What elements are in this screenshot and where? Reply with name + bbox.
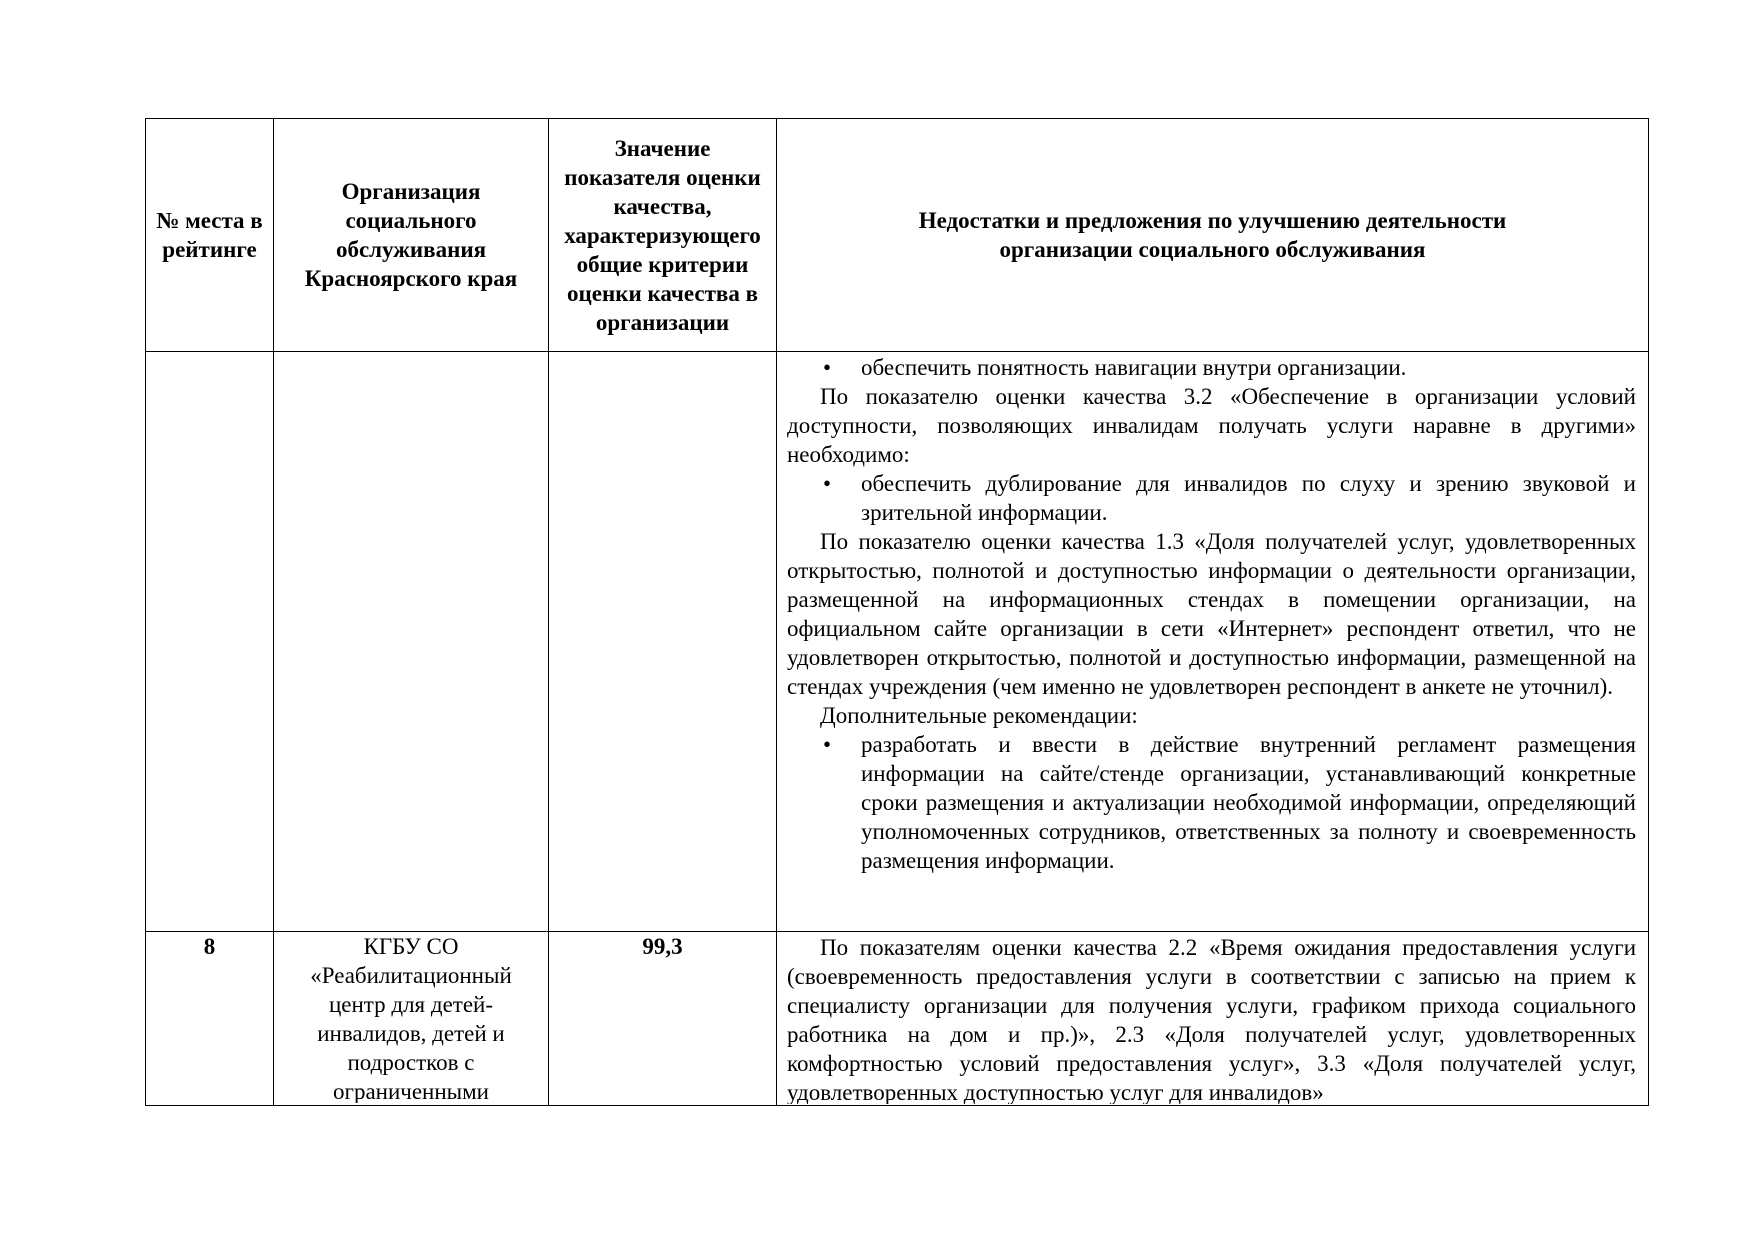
bullet-icon: • [822,732,832,757]
rank-cell: 8 [146,932,274,1106]
rating-table [145,118,1649,1106]
rank-cell [146,352,274,932]
header-rank: № места в рейтинге [146,119,274,352]
score-cell: 99,3 [549,932,777,1106]
paragraph: По показателям оценки качества 2.2 «Время ожидания предоставления услуги (своевременность предоставления услуги в соответствии с записью на прием к специалисту организации для получения услуги, графиком прихода социального работника на дом и пр.)», 2.3 «Доля получателей услуг, удовлетворенных комфортностью условий предоставления услуг», 3.3 «Доля получателей услуг, удовлетворенных доступностью услуг для инвалидов» [787,935,1636,1104]
bullet-icon: • [822,471,832,496]
header-recommendations: Недостатки и предложения по улучшению деятельности организации социального обслуживания [777,119,1649,352]
table-row [146,352,1649,932]
header-organization: Организация социального обслуживания Красноярского края [274,119,549,352]
recommendations-cell [777,352,1649,932]
list-item: • разработать и ввести в действие внутренний регламент размещения информации на сайте/стенде организации, устанавливающий конкретные сроки размещения и актуализации необходимой информации, определяющий уполномоченных сотрудников, ответственных за полноту и своевременность размещения информации. [787,730,1636,875]
paragraph: Дополнительные рекомендации: [820,703,1138,728]
header-score: Значение показателя оценки качества, характеризующего общие критерии оценки качества в организации [549,119,777,352]
organization-cell [274,352,549,932]
header-row [146,119,1649,352]
recommendations-cell [777,932,1649,1106]
list-item: • обеспечить дублирование для инвалидов по слуху и зрению звуковой и зрительной информации. [787,469,1636,527]
bullet-icon: • [822,355,832,380]
score-cell [549,352,777,932]
paragraph: По показателю оценки качества 3.2 «Обеспечение в организации условий доступности, позволяющих инвалидам получать услуги наравне в другими» необходимо: [787,384,1636,467]
table-row [146,932,1649,1106]
paragraph: По показателю оценки качества 1.3 «Доля получателей услуг, удовлетворенных открытостью, полнотой и доступностью информации о деятельности организации, размещенной на информационных стендах в помещении организации, на официальном сайте организации в сети «Интернет» респондент ответил, что не удовлетворен открытостью, полнотой и доступностью информации, размещенной на стендах учреждения (чем именно не удовлетворен респондент в анкете не уточнил). [787,529,1636,699]
list-item: • обеспечить понятность навигации внутри организации. [787,353,1636,382]
organization-cell: КГБУ СО «Реабилитационный центр для детей-инвалидов, детей и подростков с ограниченными [274,932,549,1106]
